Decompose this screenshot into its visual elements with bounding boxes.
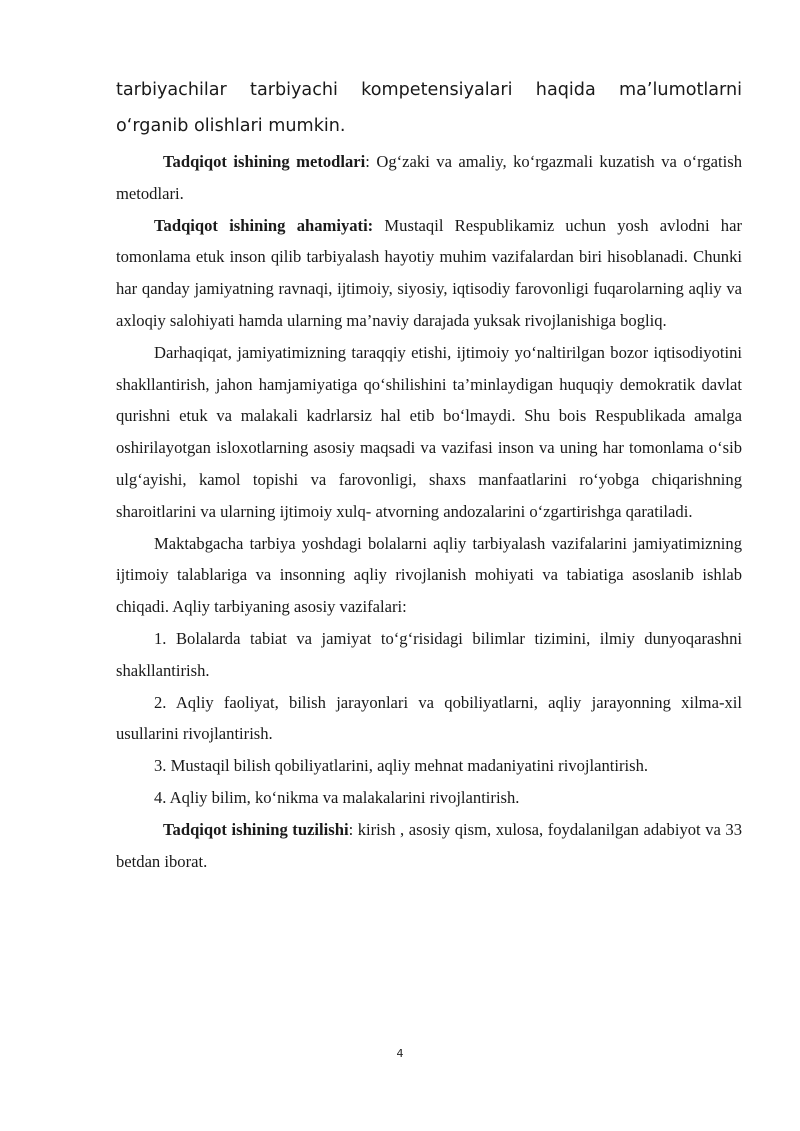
- document-page: [116, 72, 742, 877]
- darhaqiqat-paragraph: Darhaqiqat, jamiyatimizning taraqqiy etishi, ijtimoiy yo‘naltirilgan bozor iqtisodiyotini shakllantirish, jahon hamjamiyatiga qo‘shilishini ta’minlaydigan huquqiy demokratik davlat qurishni etuk va malakali kadrlarsiz hal etib bo‘lmaydi. Shu bois Respublikada amalga oshirilayotgan isloxotlarning asosiy maqsadi va vazifasi inson va uning har tomonlama o‘sib ulg‘ayishi, kamol topishi va farovonligi, shaxs manfaatlarini ro‘yobga chiqarishning sharoitlarini va ularning ijtimoiy xulq- atvorning andozalarini o‘zgartirishga qaratiladi.: [116, 342, 742, 521]
- importance-paragraph: [116, 210, 742, 337]
- methods-paragraph: [116, 146, 742, 210]
- methods-text: : Og‘zaki va amaliy, ko‘rgazmali kuzatish va o‘rgatish metodlari.: [116, 152, 743, 203]
- task-item: 2. Aqliy faoliyat, bilish jarayonlari va qobiliyatlarni, aqliy jarayonning xilma-xil usullarini rivojlantirish.: [116, 692, 742, 744]
- importance-heading: Tadqiqot ishining ahamiyati:: [154, 215, 374, 235]
- structure-heading: Tadqiqot ishining tuzilishi: [163, 819, 349, 839]
- maktabgacha-paragraph: Maktabgacha tarbiya yoshdagi bolalarni aqliy tarbiyalash vazifalarini jamiyatimizning ijtimoiy talablariga va insonning aqliy rivojlanish mohiyati va tabiatiga asoslanib ishlab chiqadi. Aqliy tarbiyaning asosiy vazifalari:: [116, 533, 742, 617]
- task-item: 3. Mustaqil bilish qobiliyatlarini, aqliy mehnat madaniyatini rivojlantirish.: [154, 756, 649, 776]
- intro-paragraph: tarbiyachilar tarbiyachi kompetensiyalari haqida ma’lumotlarni o‘rganib olishlari mumkin.: [116, 80, 742, 136]
- task-item: 4. Aqliy bilim, ko‘nikma va malakalarini rivojlantirish.: [154, 787, 520, 807]
- structure-paragraph: [116, 814, 742, 878]
- structure-text: : kirish , asosiy qism, xulosa, foydalanilgan adabiyot va 33 betdan iborat.: [116, 819, 742, 871]
- methods-heading: Tadqiqot ishining metodlari: [163, 152, 366, 171]
- task-item: 1. Bolalarda tabiat va jamiyat to‘g‘risidagi bilimlar tizimini, ilmiy dunyoqarashni shakllantirish.: [116, 628, 742, 680]
- importance-text: Mustaqil Respublikamiz uchun yosh avlodni har tomonlama etuk inson qilib tarbiyalash hayotiy muhim vazifalardan biri hisoblanadi. Chunki har qanday jamiyatning ravnaqi, ijtimoiy, siyosiy, iqtisodiy farovonligi fuqarolarning aqliy va axloqiy salohiyati hamda ularning ma’naviy darajada yuksak rivojlanishiga bogliq.: [116, 215, 742, 330]
- page-number: 4: [396, 1047, 404, 1060]
